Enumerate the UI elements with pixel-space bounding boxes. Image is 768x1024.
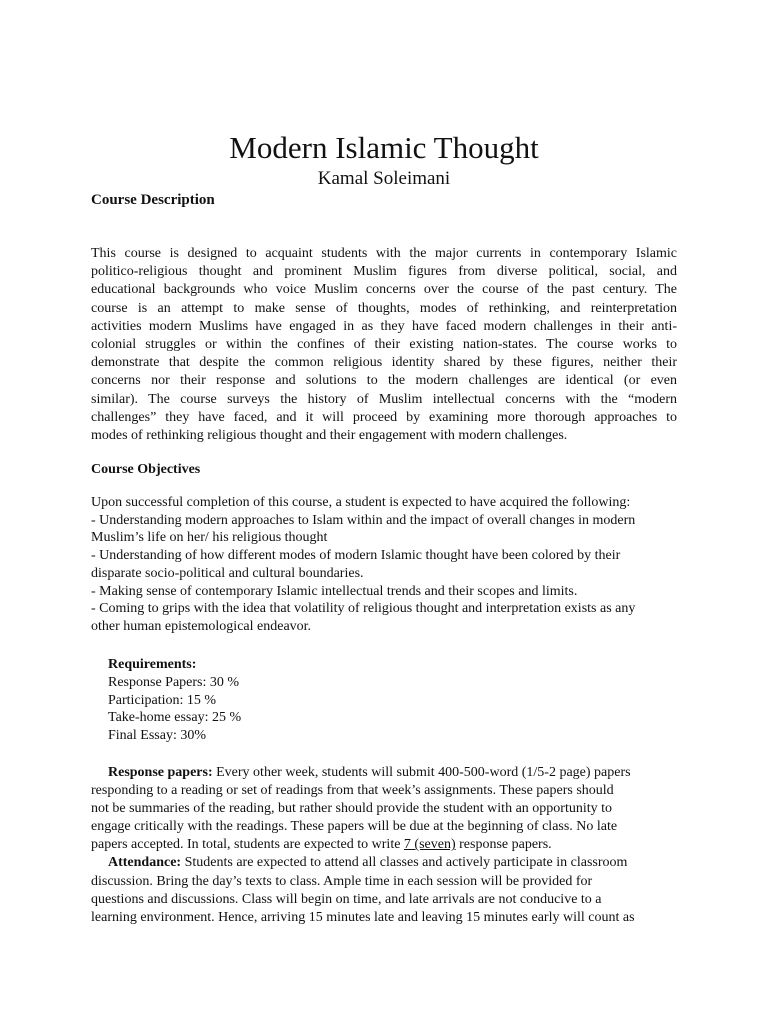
text-line: modes of rethinking religious thought and their engagement with modern challenges. (91, 428, 568, 444)
response-papers-text: papers accepted. In total, students are expected to write (91, 837, 404, 853)
attendance-line: learning environment. Hence, arriving 15 minutes late and leaving 15 minutes early will count as (91, 909, 635, 925)
objective-line: disparate socio-political and cultural boundaries. (91, 565, 364, 581)
objective-line: - Making sense of contemporary Islamic intellectual trends and their scopes and limits. (91, 583, 578, 599)
course-description-paragraph (91, 245, 677, 445)
text-line: educational backgrounds who voice Muslim concerns over the course of the past century. The (91, 282, 677, 298)
text-line: similar). The course surveys the history of Muslim intellectual concerns with the “modern (91, 391, 677, 407)
response-papers-text: response papers. (455, 837, 552, 853)
text-line: challenges” they have faced, and it will proceed by examining more thorough approaches to (91, 409, 677, 425)
text-line: demonstrate that despite the common religious identity shared by these figures, neither their (91, 355, 677, 371)
response-papers-label: Response papers: (108, 765, 213, 780)
attendance-label: Attendance: (108, 855, 182, 871)
policies-block (91, 764, 681, 927)
course-objectives-heading: Course Objectives (91, 462, 201, 477)
objective-line: - Understanding modern approaches to Islam within and the impact of overall changes in modern (91, 512, 636, 528)
response-papers-last-line (91, 836, 681, 854)
text-line: This course is designed to acquaint students with the major currents in contemporary Islamic (91, 246, 677, 261)
response-papers-text: Every other week, students will submit 400-500-word (1/5-2 page) papers (212, 765, 631, 780)
objective-line: - Understanding of how different modes of modern Islamic thought have been colored by their (91, 548, 621, 564)
requirement-item: Response Papers: 30 % (108, 674, 240, 690)
text-line: activities modern Muslims have engaged in as they have faced modern challenges in their anti- (91, 318, 677, 334)
response-papers-first-line (91, 764, 681, 782)
requirements-block (108, 656, 241, 745)
document-title: Modern Islamic Thought (229, 130, 539, 165)
response-papers-line: engage critically with the readings. These papers will be due at the beginning of class. No late (91, 819, 618, 835)
response-papers-line: responding to a reading or set of readings from that week’s assignments. These papers should (91, 783, 614, 799)
text-line: course is an attempt to make sense of thoughts, modes of rethinking, and reinterpretation (91, 300, 677, 316)
course-objectives-list (91, 494, 691, 636)
response-papers-count: 7 (seven) (403, 837, 456, 853)
objective-line: Upon successful completion of this course, a student is expected to have acquired the following: (91, 495, 631, 510)
requirement-item: Take-home essay: 25 % (108, 710, 242, 726)
text-line: politico-religious thought and prominent Muslim figures from diverse political, social, and (91, 264, 677, 280)
text-line: colonial struggles or within the confines of their existing nation-states. The course works to (91, 337, 677, 353)
requirement-item: Final Essay: 30% (108, 728, 206, 744)
course-description-heading: Course Description (91, 192, 215, 208)
attendance-line: questions and discussions. Class will begin on time, and late arrivals are not conducive to a (91, 891, 602, 907)
attendance-first-line (91, 854, 681, 872)
objective-line: - Coming to grips with the idea that volatility of religious thought and interpretation exists as any (91, 601, 636, 617)
objective-line: other human epistemological endeavor. (91, 618, 312, 634)
attendance-line: discussion. Bring the day’s texts to class. Ample time in each session will be provided for (91, 873, 593, 889)
response-papers-line: not be summaries of the reading, but rather should provide the student with an opportunity to (91, 801, 613, 817)
requirements-heading: Requirements: (108, 657, 197, 672)
text-line: concerns nor their response and solutions to the modern challenges are identical (or even (91, 373, 677, 389)
author-name: Kamal Soleimani (317, 168, 451, 189)
objective-line: Muslim’s life on her/ his religious thought (91, 530, 328, 546)
requirement-item: Participation: 15 % (108, 692, 217, 708)
attendance-text: Students are expected to attend all classes and actively participate in classroom (181, 855, 628, 871)
